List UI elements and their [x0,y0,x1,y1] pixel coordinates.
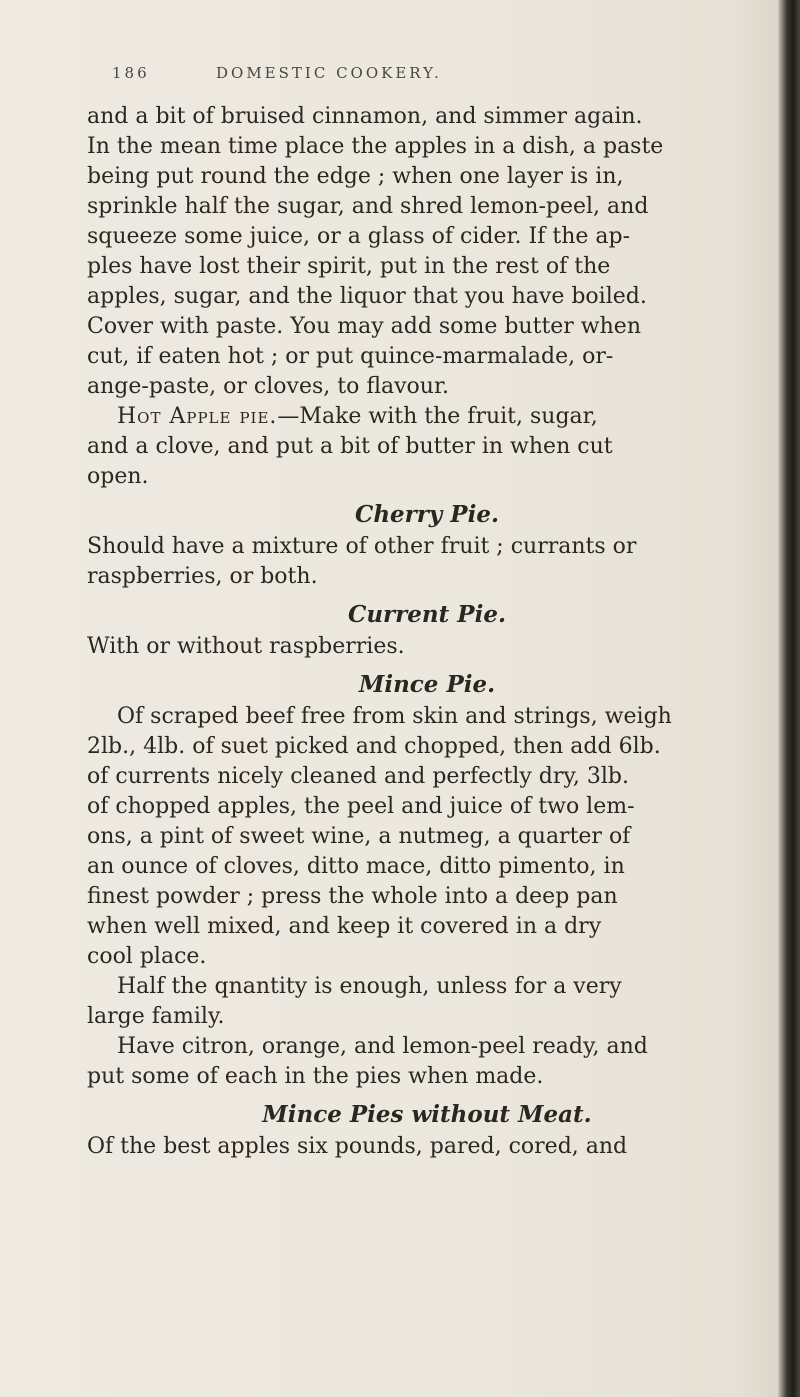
text-line: and a clove, and put a bit of butter in when cut [87,434,613,459]
currant-pie-paragraph [87,632,767,662]
text-line: Cover with paste. You may add some butter when [87,314,641,339]
text-line: finest powder ; press the whole into a deep pan [87,884,618,909]
text-line: cut, if eaten hot ; or put quince-marmalade, or- [87,344,614,369]
hot-apple-pie-label: Hot Apple pie. [117,404,278,429]
text-line: ons, a pint of sweet wine, a nutmeg, a quarter of [87,824,631,849]
text-line: sprinkle half the sugar, and shred lemon-peel, and [87,194,649,219]
text-line: Have citron, orange, and lemon-peel ready, and [117,1034,648,1059]
text-line: cool place. [87,944,207,969]
section-title-cherry-pie: Cherry Pie. [355,501,499,528]
apple-pie-continuation [87,102,767,402]
text-line: put some of each in the pies when made. [87,1064,544,1089]
text-line: of currents nicely cleaned and perfectly dry, 3lb. [87,764,629,789]
text-line: large family. [87,1004,225,1029]
text-line: when well mixed, and keep it covered in a dry [87,914,602,939]
text-line: Half the qnantity is enough, unless for a very [117,974,622,999]
mince-pies-without-meat-paragraph [87,1132,767,1162]
text-line: Should have a mixture of other fruit ; currants or [87,534,637,559]
text-line: Of the best apples six pounds, pared, cored, and [87,1134,628,1159]
text-line: squeeze some juice, or a glass of cider. If the ap- [87,224,631,249]
text-run: —Make with the fruit, sugar, [277,404,598,429]
text-line: apples, sugar, and the liquor that you have boiled. [87,284,647,309]
book-spine-edge [778,0,800,1397]
text-line: With or without raspberries. [87,634,405,659]
text-line: In the mean time place the apples in a dish, a paste [87,134,664,159]
text-line: Of scraped beef free from skin and strings, weigh [117,704,672,729]
text-line: ples have lost their spirit, put in the rest of the [87,254,611,279]
text-line [87,402,767,432]
text-line: open. [87,464,149,489]
text-line: 2lb., 4lb. of suet picked and chopped, then add 6lb. [87,734,661,759]
cherry-pie-paragraph [87,532,767,592]
text-line: raspberries, or both. [87,564,318,589]
text-line: of chopped apples, the peel and juice of two lem- [87,794,635,819]
page-body [87,102,767,1162]
text-line: and a bit of bruised cinnamon, and simmer again. [87,104,643,129]
text-line: ange-paste, or cloves, to flavour. [87,374,450,399]
section-title-mince-pies-without-meat: Mince Pies without Meat. [262,1101,592,1128]
section-title-mince-pie: Mince Pie. [358,671,496,698]
running-title: DOMESTIC COOKERY. [216,64,442,82]
text-line: an ounce of cloves, ditto mace, ditto pimento, in [87,854,625,879]
section-title-currant-pie: Current Pie. [348,601,506,628]
mince-pie-paragraph [87,702,767,1092]
page-number: 186 [112,64,150,82]
hot-apple-pie-paragraph [87,402,767,492]
text-line: being put round the edge ; when one layer is in, [87,164,624,189]
